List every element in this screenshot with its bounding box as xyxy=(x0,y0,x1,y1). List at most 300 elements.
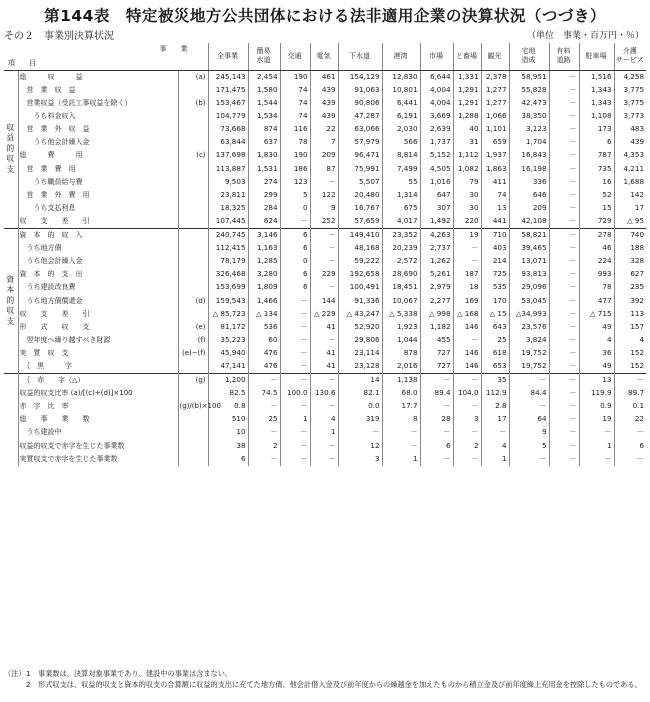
value-cell: 12,830 xyxy=(382,70,420,83)
value-cell: － xyxy=(549,294,579,307)
row-label: 資 本 的 収 入 xyxy=(18,228,178,241)
row-formula-mark: (e)−(f) xyxy=(178,347,208,360)
value-cell: 52,920 xyxy=(338,321,382,334)
value-cell: － xyxy=(280,452,310,465)
value-cell: － xyxy=(509,452,549,465)
value-cell: 6,441 xyxy=(382,96,420,109)
value-cell: － xyxy=(636,427,645,437)
value-cell: 477 xyxy=(579,294,614,307)
value-cell: 19,752 xyxy=(509,347,549,360)
value-cell: － xyxy=(549,110,579,123)
value-cell: 170 xyxy=(481,294,509,307)
value-cell: － xyxy=(549,83,579,96)
value-cell: 100.0 xyxy=(280,387,310,400)
value-cell: 187 xyxy=(453,268,481,281)
value-cell: △ 134 xyxy=(248,307,280,320)
value-cell: 42,108 xyxy=(509,215,549,228)
table-row xyxy=(4,439,646,452)
value-cell: 328 xyxy=(630,255,645,265)
column-header: 市場 xyxy=(420,43,453,70)
value-cell: － xyxy=(310,255,338,268)
row-label: 営業収益（受託工事収益を除く） xyxy=(18,96,178,109)
value-cell: 18,325 xyxy=(208,202,248,215)
value-cell: 48,168 xyxy=(338,241,382,254)
value-cell: 2,572 xyxy=(382,255,420,268)
value-cell: 1,262 xyxy=(420,255,453,268)
value-cell: 224 xyxy=(579,255,614,268)
value-cell: － xyxy=(614,373,646,386)
value-cell: 59,222 xyxy=(338,255,382,268)
table-row xyxy=(4,281,646,294)
row-label: 形 式 収 支 xyxy=(18,321,178,334)
value-cell: － xyxy=(248,373,280,386)
value-cell: 6 xyxy=(579,136,614,149)
value-cell: 173 xyxy=(579,123,614,136)
row-formula-mark: (e) xyxy=(178,321,208,334)
value-cell: － xyxy=(280,400,310,413)
value-cell: 47,141 xyxy=(208,360,248,373)
value-cell: 566 xyxy=(382,136,420,149)
value-cell: 19,752 xyxy=(509,360,549,373)
value-cell: 18 xyxy=(453,281,481,294)
column-header: 駐車場 xyxy=(579,43,614,70)
value-cell: 1,138 xyxy=(382,373,420,386)
value-cell: 3,775 xyxy=(623,97,645,107)
value-cell: 29,096 xyxy=(509,281,549,294)
value-cell: 91,336 xyxy=(338,294,382,307)
value-cell: 4,004 xyxy=(420,83,453,96)
row-label: 赤 字 比 率 xyxy=(18,400,178,413)
value-cell: 1,182 xyxy=(420,321,453,334)
row-formula-mark xyxy=(178,162,208,175)
value-cell: 3 xyxy=(338,452,382,465)
value-cell: － xyxy=(453,255,481,268)
table-row xyxy=(4,123,646,136)
value-cell: － xyxy=(453,452,481,465)
value-cell: 28,690 xyxy=(382,268,420,281)
value-cell: 1,108 xyxy=(579,110,614,123)
value-cell: 35,223 xyxy=(208,334,248,347)
value-cell: 49 xyxy=(579,321,614,334)
footnote-2 xyxy=(4,679,646,690)
value-cell: 74 xyxy=(280,96,310,109)
value-cell: － xyxy=(420,426,453,439)
column-header: 港湾 xyxy=(382,43,420,70)
value-cell: 74 xyxy=(280,83,310,96)
row-formula-mark xyxy=(178,387,208,400)
row-formula-mark xyxy=(178,426,208,439)
value-cell: － xyxy=(481,426,509,439)
row-formula-mark xyxy=(178,439,208,452)
value-cell: 1,101 xyxy=(481,123,509,136)
value-cell: 4,505 xyxy=(420,162,453,175)
value-cell: － xyxy=(509,373,549,386)
table-row xyxy=(4,162,646,175)
value-cell: 647 xyxy=(420,189,453,202)
value-cell: － xyxy=(310,281,338,294)
row-formula-mark xyxy=(178,176,208,189)
value-cell: 220 xyxy=(453,215,481,228)
column-header: 有料 道路 xyxy=(549,43,579,70)
row-formula-mark xyxy=(178,360,208,373)
value-cell: 874 xyxy=(248,123,280,136)
row-formula-mark: (d) xyxy=(178,294,208,307)
value-cell: 1,343 xyxy=(579,96,614,109)
value-cell: 274 xyxy=(248,176,280,189)
header-corner xyxy=(4,43,208,70)
value-cell: － xyxy=(310,241,338,254)
row-formula-mark: (c) xyxy=(178,149,208,162)
value-cell: － xyxy=(248,426,280,439)
column-header: 交通 xyxy=(280,43,310,70)
row-label: ｛ 赤 字（△） xyxy=(18,373,178,386)
value-cell: － xyxy=(549,202,579,215)
value-cell: － xyxy=(549,255,579,268)
table-row xyxy=(4,83,646,96)
value-cell: 1,809 xyxy=(248,281,280,294)
value-cell: 16,767 xyxy=(338,202,382,215)
row-label: うち職員給与費 xyxy=(18,176,178,189)
settlement-table xyxy=(4,43,646,466)
value-cell: － xyxy=(310,228,338,241)
value-cell: 112,415 xyxy=(208,241,248,254)
value-cell: 1,492 xyxy=(420,215,453,228)
value-cell: 6 xyxy=(208,452,248,465)
row-formula-mark xyxy=(178,202,208,215)
value-cell: 729 xyxy=(579,215,614,228)
value-cell: 4,263 xyxy=(420,228,453,241)
row-formula-mark xyxy=(178,268,208,281)
value-cell: 47,287 xyxy=(338,110,382,123)
value-cell: △ 85,723 xyxy=(208,307,248,320)
value-cell: 727 xyxy=(420,360,453,373)
value-cell: － xyxy=(453,426,481,439)
value-cell: － xyxy=(549,149,579,162)
value-cell: 4 xyxy=(579,334,614,347)
value-cell: 53,045 xyxy=(509,294,549,307)
row-label: 営 業 外 収 益 xyxy=(18,123,178,136)
value-cell: 8 xyxy=(382,413,420,426)
value-cell: 159,543 xyxy=(208,294,248,307)
value-cell: 307 xyxy=(420,202,453,215)
column-header: 観光 xyxy=(481,43,509,70)
value-cell: 104.0 xyxy=(453,387,481,400)
value-cell: 29,806 xyxy=(338,334,382,347)
value-cell: 1,580 xyxy=(248,83,280,96)
row-formula-mark xyxy=(178,452,208,465)
value-cell: － xyxy=(280,426,310,439)
value-cell: 13,071 xyxy=(509,255,549,268)
value-cell: 146 xyxy=(453,347,481,360)
value-cell: 19 xyxy=(453,228,481,241)
value-cell: － xyxy=(509,400,549,413)
value-cell: － xyxy=(636,453,645,463)
value-cell: 10 xyxy=(208,426,248,439)
value-cell: 439 xyxy=(630,137,645,147)
value-cell: 190 xyxy=(280,149,310,162)
value-cell: － xyxy=(549,70,579,83)
value-cell: 119.9 xyxy=(579,387,614,400)
value-cell: 2,979 xyxy=(420,281,453,294)
table-row xyxy=(4,70,646,83)
value-cell: 4,211 xyxy=(623,163,645,173)
value-cell: 1,277 xyxy=(481,96,509,109)
table-row xyxy=(4,189,646,202)
value-cell: 58,951 xyxy=(509,70,549,83)
value-cell: △ 168 xyxy=(453,307,481,320)
value-cell: 1 xyxy=(280,413,310,426)
value-cell: 1,285 xyxy=(248,255,280,268)
value-cell: － xyxy=(310,400,338,413)
value-cell: 1,516 xyxy=(579,70,614,83)
value-cell: 993 xyxy=(579,268,614,281)
row-label: 実質収支で赤字を生じた事業数 xyxy=(18,452,178,465)
value-cell: 0.8 xyxy=(208,400,248,413)
value-cell: 74 xyxy=(481,189,509,202)
value-cell: 87 xyxy=(310,162,338,175)
value-cell: 1,923 xyxy=(382,321,420,334)
value-cell: 4,353 xyxy=(623,150,645,160)
column-header: 宅地 造成 xyxy=(509,43,549,70)
value-cell: 188 xyxy=(630,242,645,252)
row-formula-mark: (f) xyxy=(178,334,208,347)
value-cell: 146 xyxy=(453,360,481,373)
value-cell: 122 xyxy=(310,189,338,202)
value-cell: 1,704 xyxy=(509,136,549,149)
footnote-1 xyxy=(4,668,646,679)
row-label: 総 事 業 数 xyxy=(18,413,178,426)
value-cell: － xyxy=(310,176,338,189)
table-row xyxy=(4,110,646,123)
value-cell: 209 xyxy=(509,202,549,215)
value-cell: 787 xyxy=(579,149,614,162)
value-cell: 637 xyxy=(248,136,280,149)
value-cell: 57,659 xyxy=(338,215,382,228)
row-formula-mark: (a) xyxy=(178,70,208,83)
table-row xyxy=(4,426,646,439)
value-cell: 20,239 xyxy=(382,241,420,254)
value-cell: 461 xyxy=(310,70,338,83)
row-label: 営 業 外 費 用 xyxy=(18,189,178,202)
value-cell: 1 xyxy=(310,426,338,439)
row-formula-mark xyxy=(178,228,208,241)
value-cell: 2,277 xyxy=(420,294,453,307)
value-cell: 6 xyxy=(280,268,310,281)
value-cell: 58,821 xyxy=(509,228,549,241)
value-cell: 1,291 xyxy=(453,83,481,96)
value-cell: 152 xyxy=(630,361,645,371)
value-cell: △ 43,247 xyxy=(338,307,382,320)
value-cell: 41 xyxy=(310,360,338,373)
footnote-number: 2 xyxy=(26,680,31,689)
value-cell: 411 xyxy=(481,176,509,189)
table-subtitle: その２ 事業別決算状況 xyxy=(4,31,114,42)
value-cell: 3,824 xyxy=(509,334,549,347)
value-cell: 144 xyxy=(310,294,338,307)
value-cell: － xyxy=(453,373,481,386)
value-cell: 81,172 xyxy=(208,321,248,334)
value-cell: 2,378 xyxy=(481,70,509,83)
column-header: 介護 サービス xyxy=(614,43,646,70)
value-cell: 169 xyxy=(453,294,481,307)
value-cell: － xyxy=(549,360,579,373)
table-row xyxy=(4,294,646,307)
value-cell: 710 xyxy=(481,228,509,241)
value-cell: 146 xyxy=(453,321,481,334)
value-cell: 78,179 xyxy=(208,255,248,268)
value-cell: 627 xyxy=(630,269,645,279)
table-row xyxy=(4,215,646,228)
value-cell: 403 xyxy=(481,241,509,254)
value-cell: 31 xyxy=(453,136,481,149)
value-cell: 1,531 xyxy=(248,162,280,175)
value-cell: 1,534 xyxy=(248,110,280,123)
row-formula-mark xyxy=(178,281,208,294)
footnotes xyxy=(4,668,646,690)
value-cell: 725 xyxy=(481,268,509,281)
value-cell: 3,773 xyxy=(623,110,645,120)
row-label: うち建設改良費 xyxy=(18,281,178,294)
value-cell: 154,129 xyxy=(338,70,382,83)
value-cell: 192,658 xyxy=(338,268,382,281)
value-cell: 55,828 xyxy=(509,83,549,96)
value-cell: 104,779 xyxy=(208,110,248,123)
value-cell: － xyxy=(338,426,382,439)
value-cell: 1,544 xyxy=(248,96,280,109)
value-cell: 23,811 xyxy=(208,189,248,202)
value-cell: 319 xyxy=(338,413,382,426)
value-cell: 9 xyxy=(310,202,338,215)
value-cell: － xyxy=(248,452,280,465)
table-body xyxy=(4,70,646,466)
value-cell: 1,288 xyxy=(453,110,481,123)
value-cell: 2.8 xyxy=(481,400,509,413)
value-cell: 1,937 xyxy=(481,149,509,162)
value-cell: 130.6 xyxy=(310,387,338,400)
value-cell: 30 xyxy=(453,189,481,202)
value-cell: 2 xyxy=(248,439,280,452)
value-cell: 6,191 xyxy=(382,110,420,123)
table-row xyxy=(4,387,646,400)
row-label: 営 業 費 用 xyxy=(18,162,178,175)
row-label: 翌年度へ繰り越すべき財源 xyxy=(18,334,178,347)
value-cell: 186 xyxy=(280,162,310,175)
value-cell: － xyxy=(420,373,453,386)
table-row xyxy=(4,373,646,386)
row-label: 実 質 収 支 xyxy=(18,347,178,360)
value-cell: 100,491 xyxy=(338,281,382,294)
value-cell: 618 xyxy=(481,347,509,360)
value-cell: 23,128 xyxy=(338,360,382,373)
value-cell: 439 xyxy=(310,110,338,123)
row-formula-mark: (g) xyxy=(178,373,208,386)
value-cell: 6 xyxy=(280,241,310,254)
value-cell: 1,200 xyxy=(208,373,248,386)
row-label: 収益的収支で赤字を生じた事業数 xyxy=(18,439,178,452)
row-label: うち地方債 xyxy=(18,241,178,254)
value-cell: 41 xyxy=(310,347,338,360)
value-cell: △ 229 xyxy=(310,307,338,320)
value-cell: 35 xyxy=(481,373,509,386)
value-cell: 89.4 xyxy=(420,387,453,400)
value-cell: 1,291 xyxy=(453,96,481,109)
value-cell: － xyxy=(280,215,310,228)
value-cell: 2,454 xyxy=(248,70,280,83)
value-cell: 1,830 xyxy=(248,149,280,162)
value-cell: △ 715 xyxy=(579,307,614,320)
corner-business-label: 事 業 xyxy=(159,45,188,53)
value-cell: 1,112 xyxy=(453,149,481,162)
value-cell: 3,280 xyxy=(248,268,280,281)
value-cell: 4,004 xyxy=(420,96,453,109)
value-cell: 22 xyxy=(634,414,645,424)
value-cell: 49 xyxy=(579,360,614,373)
value-cell: 245,143 xyxy=(208,70,248,83)
value-cell: 5,261 xyxy=(420,268,453,281)
value-cell: － xyxy=(549,452,579,465)
value-cell: 17.7 xyxy=(382,400,420,413)
row-label: うち地方債償還金 xyxy=(18,294,178,307)
row-formula-mark xyxy=(178,110,208,123)
value-cell: － xyxy=(549,96,579,109)
value-cell: 63,844 xyxy=(208,136,248,149)
value-cell: 12 xyxy=(338,439,382,452)
value-cell: 1,277 xyxy=(481,83,509,96)
value-cell: 1,688 xyxy=(623,176,645,186)
value-cell: 229 xyxy=(310,268,338,281)
value-cell: 74 xyxy=(280,110,310,123)
corner-item-label: 項 目 xyxy=(8,58,36,67)
column-header: 簡易 水道 xyxy=(248,43,280,70)
value-cell: 40 xyxy=(453,123,481,136)
row-label: ｛ 黒 字 xyxy=(18,360,178,373)
value-cell: 142 xyxy=(630,190,645,200)
value-cell: 22 xyxy=(310,123,338,136)
value-cell: 1 xyxy=(382,452,420,465)
table-row xyxy=(4,321,646,334)
value-cell: 2,030 xyxy=(382,123,420,136)
value-cell: 152 xyxy=(630,348,645,358)
value-cell: 439 xyxy=(310,83,338,96)
value-cell: 73,668 xyxy=(208,123,248,136)
value-cell: 63,066 xyxy=(338,123,382,136)
value-cell: 0.0 xyxy=(338,400,382,413)
value-cell: 10,067 xyxy=(382,294,420,307)
unit-label: （単位 事業・百万円・％） xyxy=(526,31,644,41)
value-cell: 153,699 xyxy=(208,281,248,294)
row-formula-mark xyxy=(178,215,208,228)
value-cell: 476 xyxy=(248,347,280,360)
value-cell: － xyxy=(280,373,310,386)
value-cell: － xyxy=(280,294,310,307)
footnote-text: 事業数は、決算対象事業であり、建設中の事業は含まない。 xyxy=(38,669,233,678)
table-row xyxy=(4,228,646,241)
value-cell: － xyxy=(280,347,310,360)
value-cell: 78 xyxy=(579,281,614,294)
table-row xyxy=(4,452,646,465)
value-cell: 4,017 xyxy=(382,215,420,228)
value-cell: － xyxy=(579,452,614,465)
row-formula-mark xyxy=(178,123,208,136)
value-cell: 112.9 xyxy=(481,387,509,400)
value-cell: 278 xyxy=(579,228,614,241)
row-label: 収 支 差 引 xyxy=(18,215,178,228)
value-cell: 0 xyxy=(280,202,310,215)
value-cell: 2,737 xyxy=(420,241,453,254)
value-cell: 3,123 xyxy=(509,123,549,136)
value-cell: － xyxy=(280,307,310,320)
value-cell: 646 xyxy=(509,189,549,202)
